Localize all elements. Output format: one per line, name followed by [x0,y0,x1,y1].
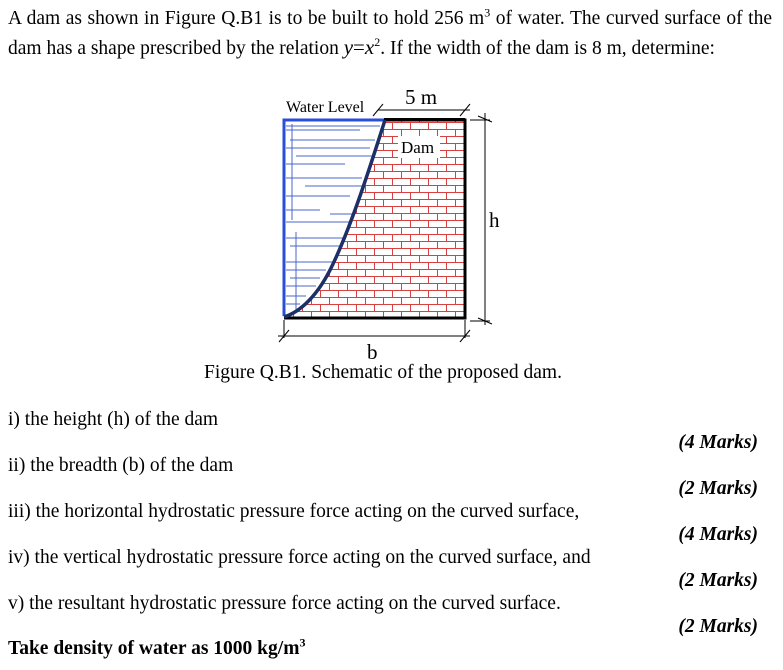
relation-equals: = [353,35,365,59]
relation-lhs: y [343,35,354,59]
question-4: iv) the vertical hydrostatic pressure force acting on the curved surface, and [8,547,591,568]
intro-text-2: of water. The curved surface of the dam has a shape prescribed by the relation [8,8,772,59]
relation-rhs: x [364,35,375,59]
question-3-marks: (4 Marks) [678,524,758,545]
question-3: iii) the horizontal hydrostatic pressure force acting on the curved surface, [8,501,580,522]
intro-text-1: A dam as shown in Figure Q.B1 is to be built to hold 256 m [8,8,485,29]
top-dimension-label: 5 m [405,85,438,109]
height-label: h [489,208,500,232]
density-note [8,635,306,660]
question-1-marks: (4 Marks) [678,432,758,453]
relation-exponent: 2 [374,35,381,49]
intro-text-3: . If the width of the dam is 8 m, determine: [380,38,715,59]
question-2-marks: (2 Marks) [678,478,758,499]
figure-caption: Figure Q.B1. Schematic of the proposed dam. [204,362,562,383]
water-level-label: Water Level [286,99,365,116]
density-note-exponent: 3 [299,635,306,650]
question-1: i) the height (h) of the dam [8,409,219,430]
question-2: ii) the breadth (b) of the dam [8,455,234,476]
breadth-label: b [367,340,378,364]
density-note-text: Take density of water as 1000 kg/m [8,638,300,659]
dam-label: Dam [401,138,435,157]
question-5: v) the resultant hydrostatic pressure force acting on the curved surface. [8,593,561,614]
question-5-marks: (2 Marks) [678,616,758,637]
question-4-marks: (2 Marks) [678,570,758,591]
cubic-exponent: 3 [484,5,491,20]
